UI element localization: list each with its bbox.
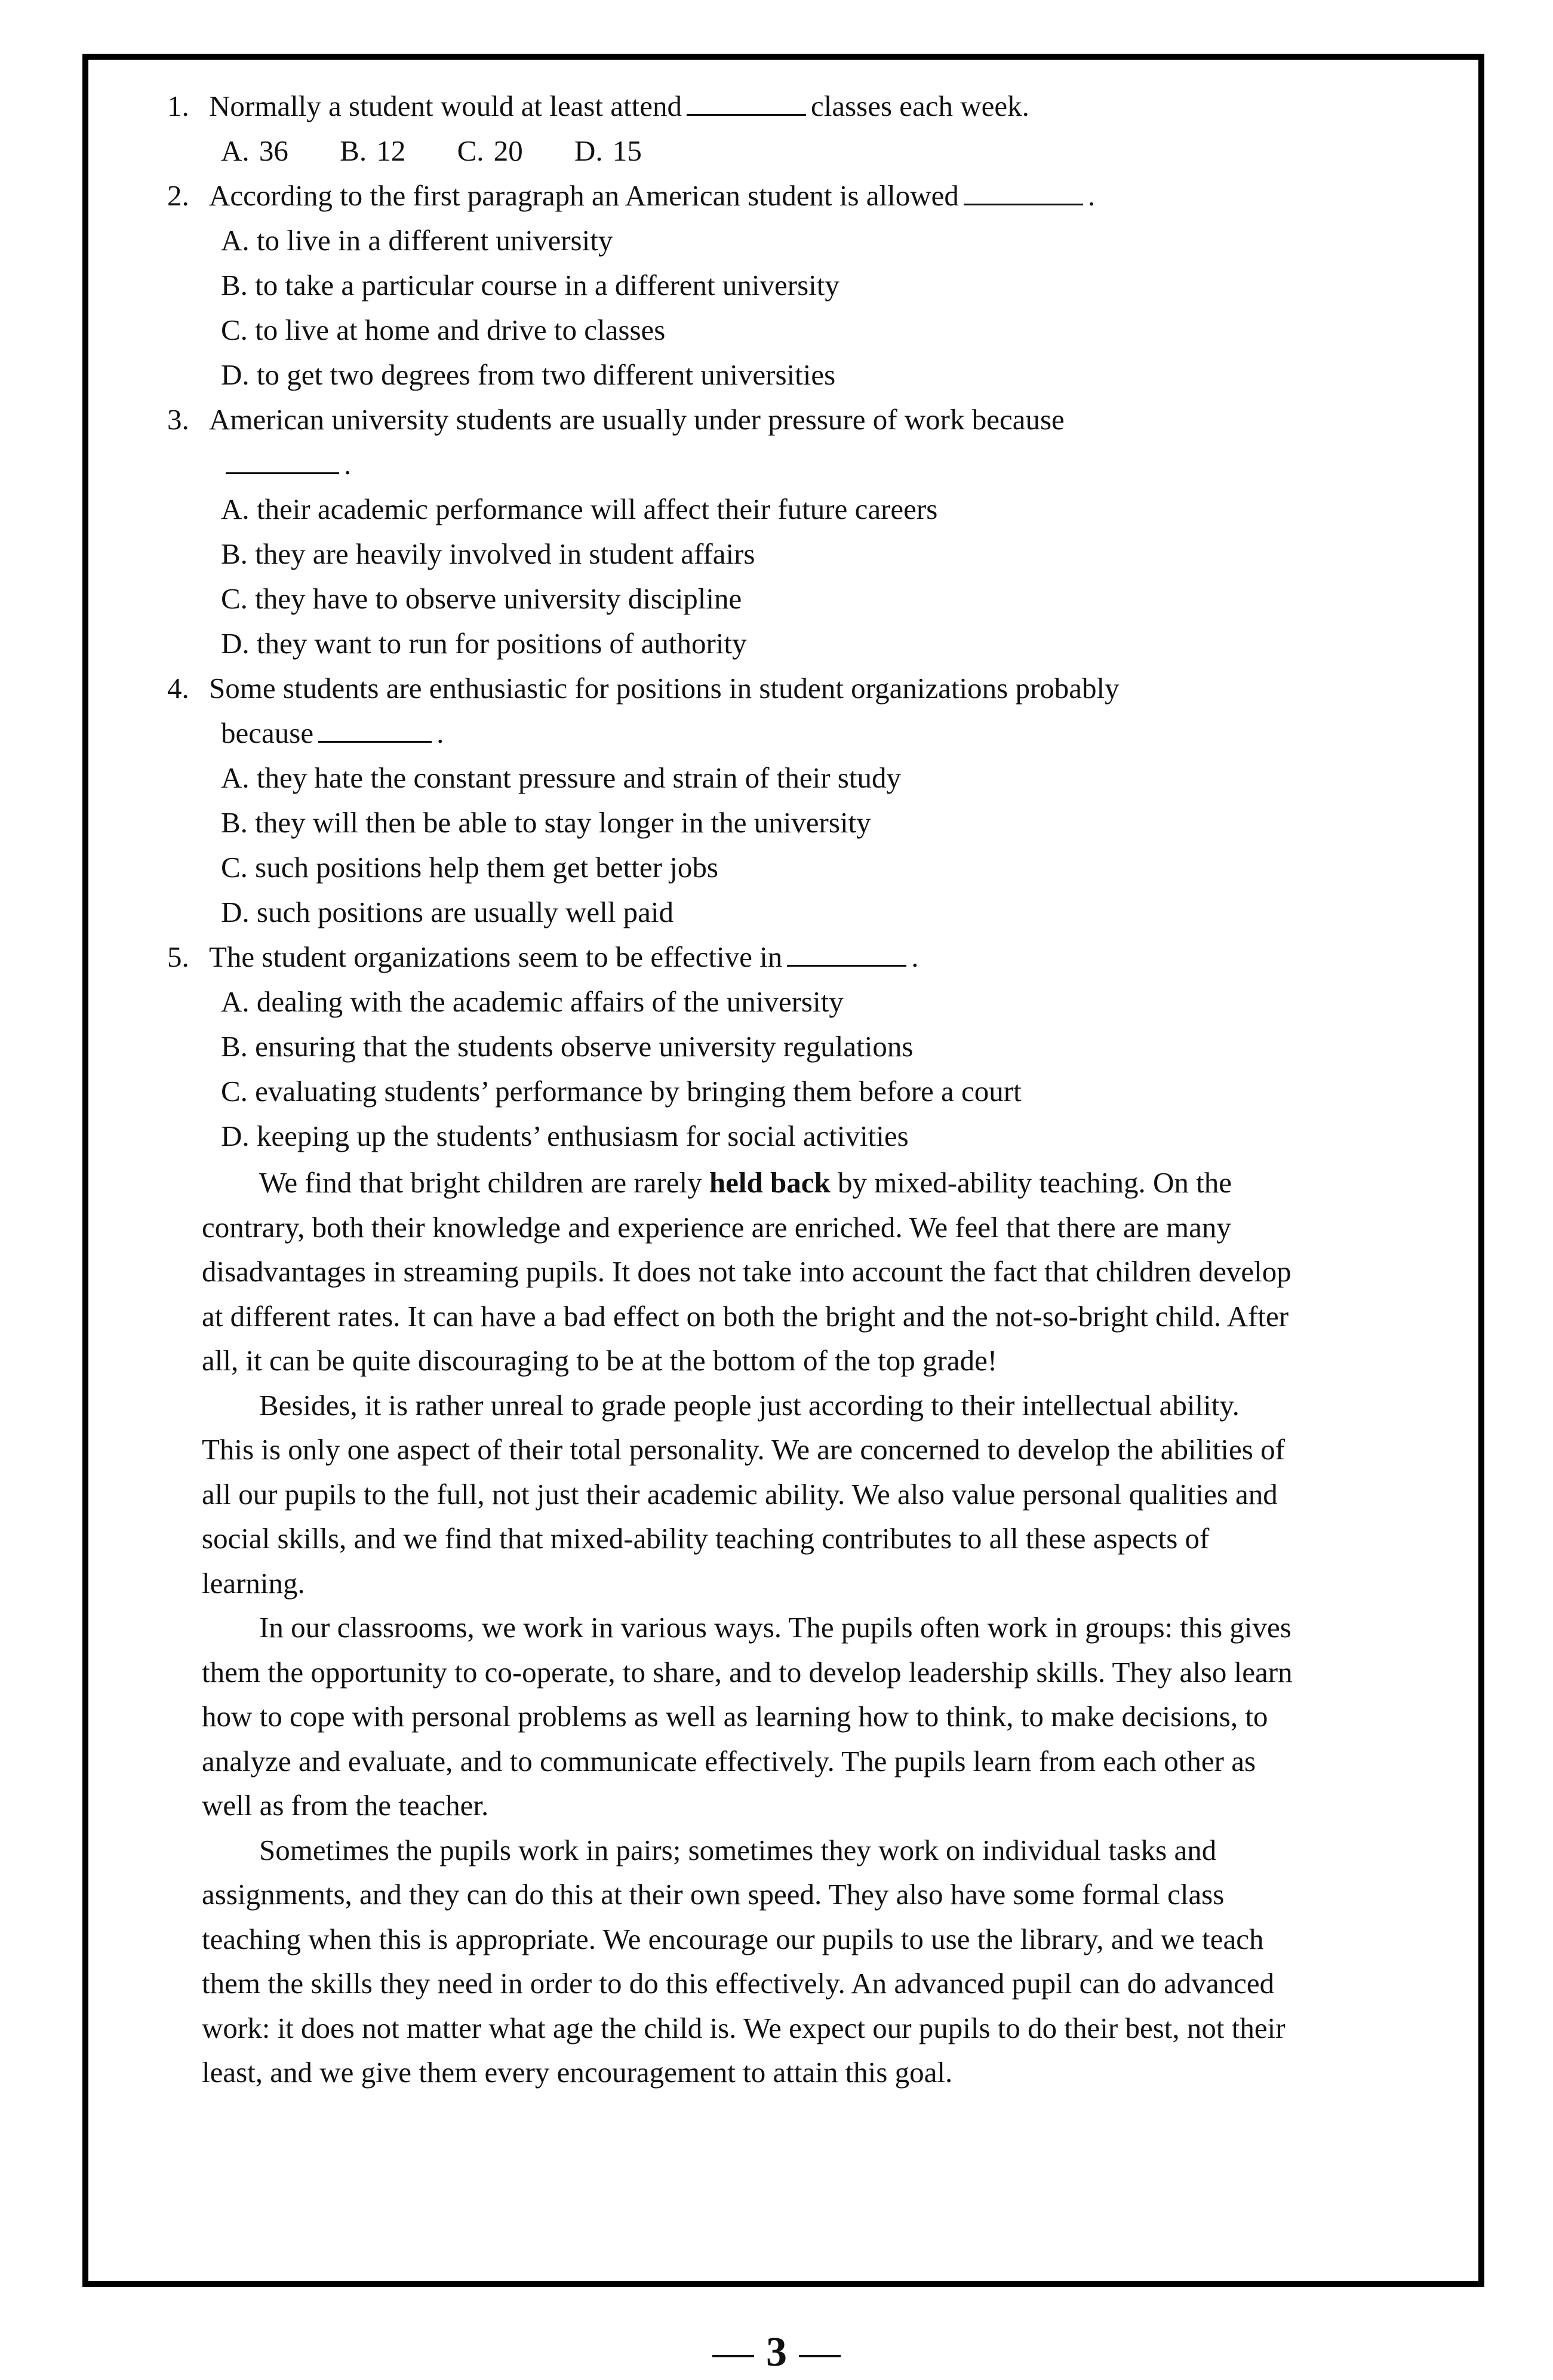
- answer-blank: [964, 181, 1083, 205]
- question-number: 1.: [167, 90, 189, 122]
- answer-blank: [318, 718, 432, 743]
- question-number: 4.: [167, 672, 189, 705]
- answer-blank: [687, 91, 806, 116]
- option-b: B. they are heavily involved in student affairs: [221, 537, 755, 570]
- option-b: B. to take a particular course in a different university: [221, 269, 839, 302]
- question-stem-cont: because: [221, 717, 314, 749]
- question-4-continuation: [167, 711, 1314, 755]
- footer-dash-left: [712, 2355, 754, 2357]
- paragraph-text: by mixed-ability teaching. On the contrary, both their knowledge and experience are enriched. We feel that there are many disadvantages in streaming pupils. It does not take into account the fact that children develop at different rates. It can have a bad effect on both the bright and the not-so-bright child. After all, it can be quite discouraging to be at the bottom of the top grade!: [202, 1166, 1291, 1377]
- option-c: C. 20: [457, 134, 523, 167]
- question-number: 2.: [167, 179, 189, 212]
- footer-dash-right: [799, 2355, 841, 2357]
- question-1: [167, 84, 1314, 128]
- question-stem: The student organizations seem to be effective in: [209, 940, 783, 973]
- option-c: C. to live at home and drive to classes: [221, 313, 666, 346]
- option-d: D. such positions are usually well paid: [221, 896, 674, 928]
- option-d: D. to get two degrees from two different universities: [221, 358, 836, 391]
- paragraph-text: We find that bright children are rarely: [259, 1166, 709, 1199]
- option-d: D. they want to run for positions of authority: [221, 627, 747, 660]
- question-stem-end: classes each week.: [810, 90, 1029, 122]
- question-number: 3.: [167, 403, 189, 436]
- inline-options: [167, 128, 1314, 173]
- question-number: 5.: [167, 940, 189, 973]
- question-5: [167, 934, 1314, 979]
- passage-paragraph-1: [202, 1161, 1296, 1383]
- page-content: [167, 84, 1314, 2095]
- question-stem-end: .: [344, 448, 352, 481]
- option-a: A. they hate the constant pressure and strain of their study: [221, 761, 901, 794]
- page-footer: [0, 2329, 1553, 2376]
- option-b: B. ensuring that the students observe university regulations: [221, 1030, 914, 1063]
- option-c: C. evaluating students’ performance by bringing them before a court: [221, 1075, 1022, 1108]
- question-stem: According to the first paragraph an American student is allowed: [209, 179, 959, 212]
- question-stem-end: .: [436, 717, 444, 749]
- question-stem-end: .: [1087, 179, 1096, 212]
- passage-paragraph-2: Besides, it is rather unreal to grade people just according to their intellectual ability. This is only one aspect of their total personality. We are concerned to develop the abilities of all our pupils to the full, not just their academic ability. We also value personal qualities and social skills, and we find that mixed-ability teaching contributes to all these aspects of learning.: [202, 1388, 1285, 1600]
- option-d: D. 15: [574, 134, 642, 167]
- question-2: [167, 173, 1314, 218]
- option-a: A. their academic performance will affect their future careers: [221, 493, 938, 525]
- question-stem: Normally a student would at least attend: [209, 90, 682, 122]
- option-a: A. dealing with the academic affairs of the university: [221, 985, 844, 1018]
- bold-phrase: held back: [709, 1166, 831, 1199]
- option-c: C. such positions help them get better jobs: [221, 851, 718, 884]
- passage-paragraph-3: In our classrooms, we work in various ways. The pupils often work in groups: this gives them the opportunity to co-operate, to share, and to develop leadership skills. They also learn how to cope with personal problems as well as learning how to think, to make decisions, to analyze and evaluate, and to communicate effectively. The pupils learn from each other as well as from the teacher.: [202, 1611, 1293, 1822]
- question-4: [167, 666, 1314, 711]
- option-a: A. 36: [221, 134, 288, 167]
- question-3: [167, 397, 1314, 442]
- question-stem-end: .: [911, 940, 919, 973]
- reading-passage: [107, 1161, 1314, 2095]
- option-b: B. 12: [340, 134, 406, 167]
- option-a: A. to live in a different university: [221, 224, 613, 257]
- question-stem: Some students are enthusiastic for positions in student organizations probably: [209, 672, 1120, 705]
- question-3-continuation: [167, 442, 1314, 487]
- option-d: D. keeping up the students’ enthusiasm for social activities: [221, 1120, 909, 1152]
- answer-blank: [787, 942, 906, 967]
- option-b: B. they will then be able to stay longer in the university: [221, 806, 871, 839]
- question-stem: American university students are usually under pressure of work because: [209, 403, 1065, 436]
- page-number: 3: [766, 2329, 787, 2375]
- answer-blank: [226, 450, 339, 474]
- option-c: C. they have to observe university discipline: [221, 582, 742, 615]
- passage-paragraph-4: Sometimes the pupils work in pairs; sometimes they work on individual tasks and assignments, and they can do this at their own speed. They also have some formal class teaching when this is appropriate. We encourage our pupils to use the library, and we teach them the skills they need in order to do this effectively. An advanced pupil can do advanced work: it does not matter what age the child is. We expect our pupils to do their best, not their least, and we give them every encouragement to attain this goal.: [202, 1833, 1286, 2089]
